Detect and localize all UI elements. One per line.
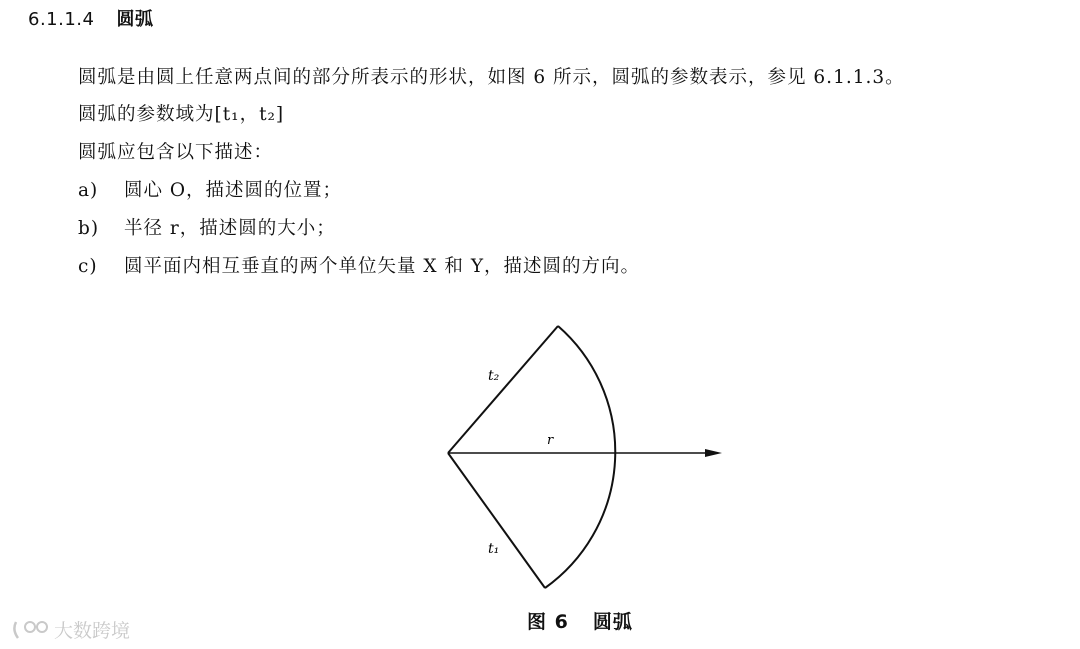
caption-number: 图 6 xyxy=(527,611,569,633)
radius-line-t2 xyxy=(448,326,558,453)
figure-caption xyxy=(527,607,633,634)
paragraph-domain: 圆弧的参数域为[t₁，t₂] xyxy=(78,104,285,125)
watermark-text: 大数跨境 xyxy=(54,620,131,642)
label-t1: t₁ xyxy=(488,541,500,557)
list-text: 半径 r，描述圆的大小； xyxy=(124,218,336,239)
list-text: 圆心 O，描述圆的位置； xyxy=(124,180,343,201)
radius-line-t1 xyxy=(448,453,545,588)
arc-curve xyxy=(545,326,615,588)
watermark xyxy=(10,616,130,643)
paragraph-definition: 圆弧是由圆上任意两点间的部分所表示的形状，如图 6 所示，圆弧的参数表示，参见 6.1.1.3。 xyxy=(78,67,905,88)
list-marker: c) xyxy=(78,256,98,277)
label-r: r xyxy=(547,433,554,448)
arrow-head-icon xyxy=(705,449,722,457)
logo-icon xyxy=(10,618,50,642)
list-marker: b) xyxy=(78,218,100,239)
list-text: 圆平面内相互垂直的两个单位矢量 X 和 Y，描述圆的方向。 xyxy=(124,256,641,277)
section-number: 6.1.1.4 xyxy=(28,9,95,30)
caption-title: 圆弧 xyxy=(592,611,633,633)
label-t2: t₂ xyxy=(488,368,500,384)
section-title: 圆弧 xyxy=(116,9,154,30)
paragraph-contents: 圆弧应包含以下描述： xyxy=(78,142,274,163)
list-marker: a) xyxy=(78,180,99,201)
